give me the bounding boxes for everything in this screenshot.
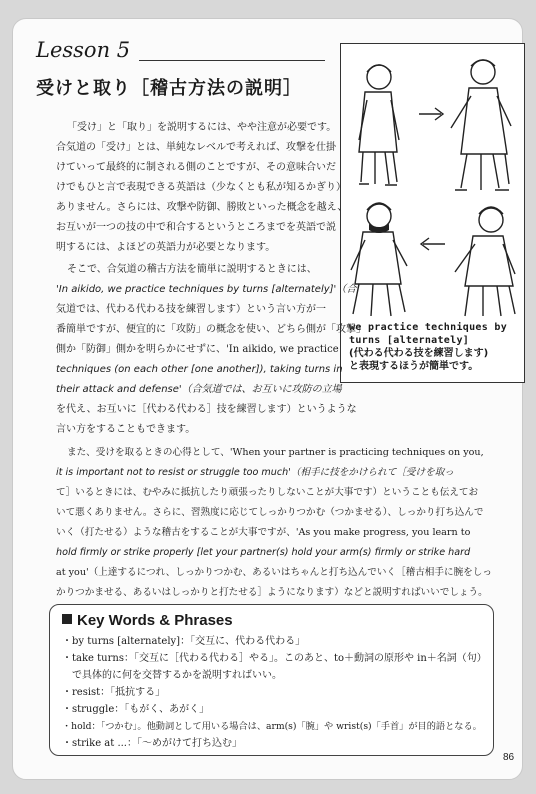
p2-line-2: 気道では、代わる代わる技を練習します）という言い方が一 bbox=[56, 304, 326, 315]
p1-line-6: 明するには、よほどの英語力が必要となります。 bbox=[56, 242, 276, 253]
caption-japanese-2: と表現するほうが簡単です。 bbox=[349, 361, 479, 372]
p3-line-0: また、受けを取るときの心得として、'When your partner is practicing techniques on you, bbox=[67, 447, 484, 458]
key-words-title-text: Key Words & Phrases bbox=[77, 612, 233, 629]
p2-line-4: 側か「防御」側かを明らかにせずに、'In aikido, we practice bbox=[56, 344, 339, 355]
p1-line-4: ありません。さらには、攻撃や防御、勝敗といった概念を越え、 bbox=[56, 202, 348, 213]
aikido-figures-illustration bbox=[341, 44, 524, 319]
kw-line-6: ・strike at ...：「〜めがけて打ち込む」 bbox=[62, 738, 242, 749]
kw-line-4: ・struggle：「もがく、あがく」 bbox=[62, 704, 210, 715]
p2-line-8: 言い方をすることもできます。 bbox=[56, 424, 196, 435]
caption-japanese-1: (代わる代わる技を練習します) bbox=[349, 348, 489, 359]
illustration-caption bbox=[349, 321, 519, 373]
lesson-rule bbox=[139, 60, 325, 61]
p1-line-1: 合気道の「受け」とは、単純なレベルで考えれば、攻撃を仕掛 bbox=[56, 142, 336, 153]
p3-line-5: hold firmly or strike properly [let your partner(s) hold your arm(s) firmly or strike hard bbox=[56, 547, 471, 558]
page-number: 86 bbox=[503, 752, 515, 763]
p3-line-1: it is important not to resist or struggle too much'（相手に技をかけられて［受けを取っ bbox=[56, 467, 454, 478]
p1-line-2: けていって最終的に制される側のことですが、その意味合いだ bbox=[56, 162, 336, 173]
p1-line-5: お互いが一つの技の中で和合するというところまでを英語で説 bbox=[56, 222, 336, 233]
kw-line-2: で具体的に何を交替するかを説明すればいい。 bbox=[72, 670, 282, 681]
lesson-title: 受けと取り［稽古方法の説明］ bbox=[36, 78, 302, 99]
kw-line-5: ・hold：「つかむ」。他動詞として用いる場合は、arm(s)「腕」や wrist(s)「手首」が目的語となる。 bbox=[62, 721, 482, 732]
p2-line-3: 番簡単ですが、便宜的に「攻防」の概念を使い、どちら側が「攻撃」 bbox=[56, 324, 366, 335]
kw-line-1: ・take turns：「交互に［代わる代わる］やる」。このあと、to＋動詞の原形や in＋名詞（句） bbox=[62, 653, 487, 664]
p3-line-6: at you'（上達するにつれ、しっかりつかむ、あるいはちゃんと打ち込んでいく［稽古相手に腕をしっ bbox=[56, 567, 492, 578]
caption-english: we practice techniques by turns [alternately] bbox=[349, 322, 508, 346]
p2-line-0: そこで、合気道の稽古方法を簡単に説明するときには、 bbox=[67, 264, 317, 275]
p1-line-3: けでもひと言で表現できる英語は（少なくとも私が知るかぎり） bbox=[56, 182, 346, 193]
p2-line-7: を代え、お互いに［代わる代わる］技を練習します）というような bbox=[56, 404, 357, 415]
p3-line-3: いて悪くありません。さらに、習熟度に応じてしっかりつかむ（つかませる）、しっかり打ち込んで bbox=[56, 507, 484, 518]
p3-line-4: いく（打たせる）ような稽古をすることが大事ですが、'As you make progress, you learn to bbox=[56, 527, 471, 538]
lesson-label: Lesson 5 bbox=[36, 38, 131, 62]
kw-line-3: ・resist：「抵抗する」 bbox=[62, 687, 166, 698]
p2-line-1: 'In aikido, we practice techniques by turns [alternately]'（合 bbox=[56, 284, 357, 295]
p1-line-0: 「受け」と「取り」を説明するには、やや注意が必要です。 bbox=[67, 122, 337, 133]
aikido-illustration-box bbox=[340, 43, 525, 383]
p2-line-6: their attack and defense'（合気道では、お互いに攻防の立場 bbox=[56, 384, 342, 395]
key-words-box bbox=[49, 604, 494, 756]
p2-line-5: techniques (on each other [one another]), taking turns in bbox=[56, 364, 343, 375]
kw-line-0: ・by turns [alternately]：「交互に、代わる代わる」 bbox=[62, 636, 306, 647]
p3-line-2: て］いるときには、むやみに抵抗したり頑張ったりしないことが大事です）ということも伝えてお bbox=[56, 487, 479, 498]
key-words-title bbox=[62, 612, 233, 629]
p3-line-7: かりつかませる、あるいはしっかりと打たせる］ようになります）などと説明すればいいでしょう。 bbox=[56, 587, 488, 598]
bullet-square-icon bbox=[62, 614, 72, 624]
